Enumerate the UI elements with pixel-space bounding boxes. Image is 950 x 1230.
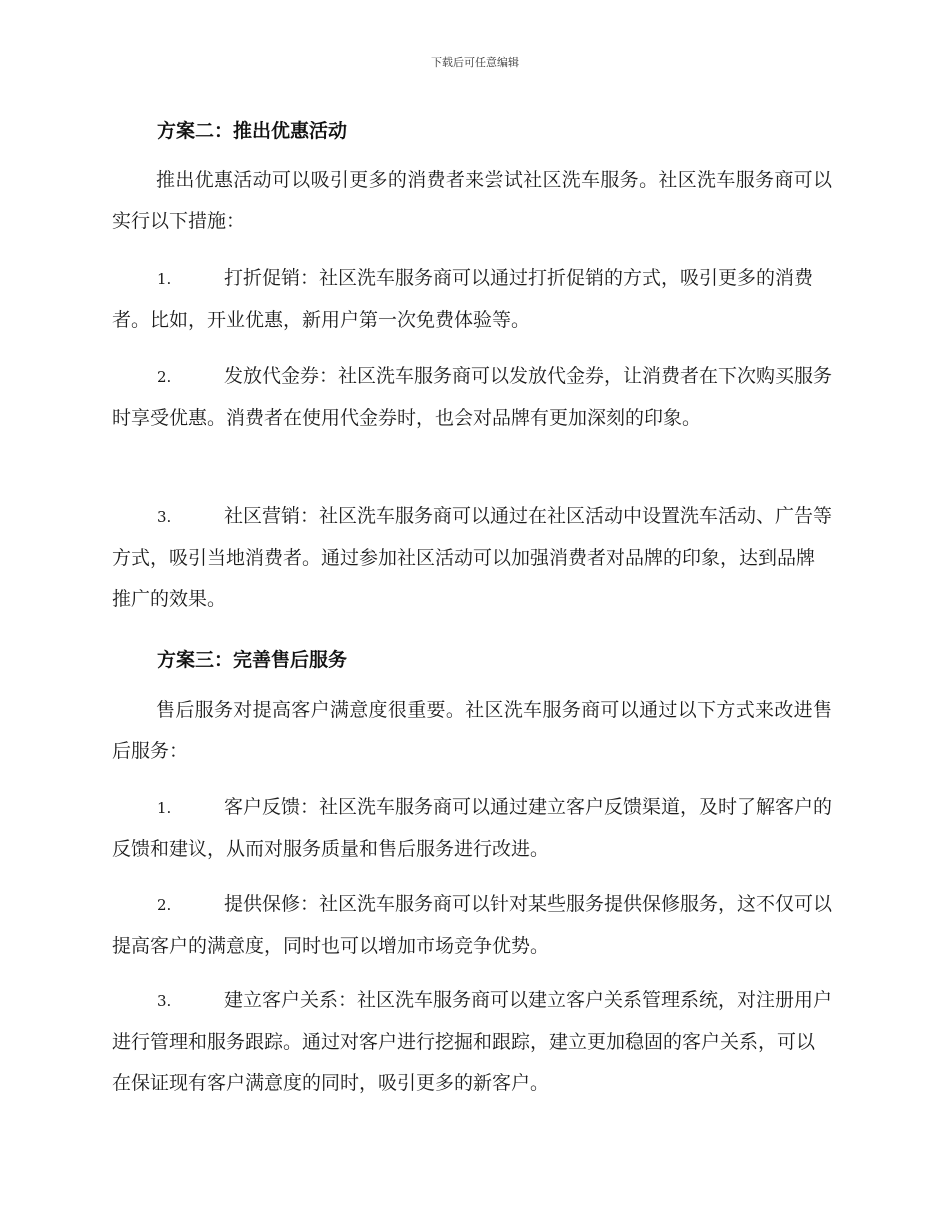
list-item-text: 社区营销：社区洗车服务商可以通过在社区活动中设置洗车活动、广告等方式，吸引当地消费者。通过参加社区活动可以加强消费者对品牌的印象，达到品牌推广的效果。: [112, 505, 833, 610]
list-item-text: 客户反馈：社区洗车服务商可以通过建立客户反馈渠道，及时了解客户的反馈和建议，从而对服务质量和售后服务进行改进。: [112, 796, 833, 860]
list-item-number: 2.: [157, 368, 172, 386]
list-item: [112, 787, 832, 870]
list-item-number: 3.: [157, 508, 172, 526]
list-item: [112, 356, 832, 439]
list-item-number: 1.: [157, 270, 172, 288]
list-item: [112, 258, 832, 341]
list-item: [112, 496, 832, 620]
list-item-number: 3.: [157, 992, 172, 1010]
section-intro: 售后服务对提高客户满意度很重要。社区洗车服务商可以通过以下方式来改进售后服务：: [112, 699, 832, 762]
list-item-number: 2.: [157, 896, 172, 914]
list-item-number: 1.: [157, 799, 172, 817]
section-heading: 方案二：推出优惠活动: [157, 120, 348, 142]
list-item-text: 提供保修：社区洗车服务商可以针对某些服务提供保修服务，这不仅可以提高客户的满意度，同时也可以增加市场竞争优势。: [112, 893, 833, 957]
section-heading: 方案三：完善售后服务: [157, 649, 348, 671]
list-item-text: 打折促销：社区洗车服务商可以通过打折促销的方式，吸引更多的消费者。比如，开业优惠，新用户第一次免费体验等。: [112, 267, 814, 331]
list-item-text: 建立客户关系：社区洗车服务商可以建立客户关系管理系统，对注册用户进行管理和服务跟踪。通过对客户进行挖掘和跟踪，建立更加稳固的客户关系，可以在保证现有客户满意度的同时，吸引更多的新客户。: [112, 989, 833, 1094]
list-item-text: 发放代金券：社区洗车服务商可以发放代金券，让消费者在下次购买服务时享受优惠。消费者在使用代金券时，也会对品牌有更加深刻的印象。: [112, 365, 833, 429]
list-item: [112, 980, 832, 1104]
section-intro: 推出优惠活动可以吸引更多的消费者来尝试社区洗车服务。社区洗车服务商可以实行以下措施：: [112, 169, 832, 232]
list-item: [112, 884, 832, 967]
page-header: 下载后可任意编辑: [431, 56, 519, 69]
